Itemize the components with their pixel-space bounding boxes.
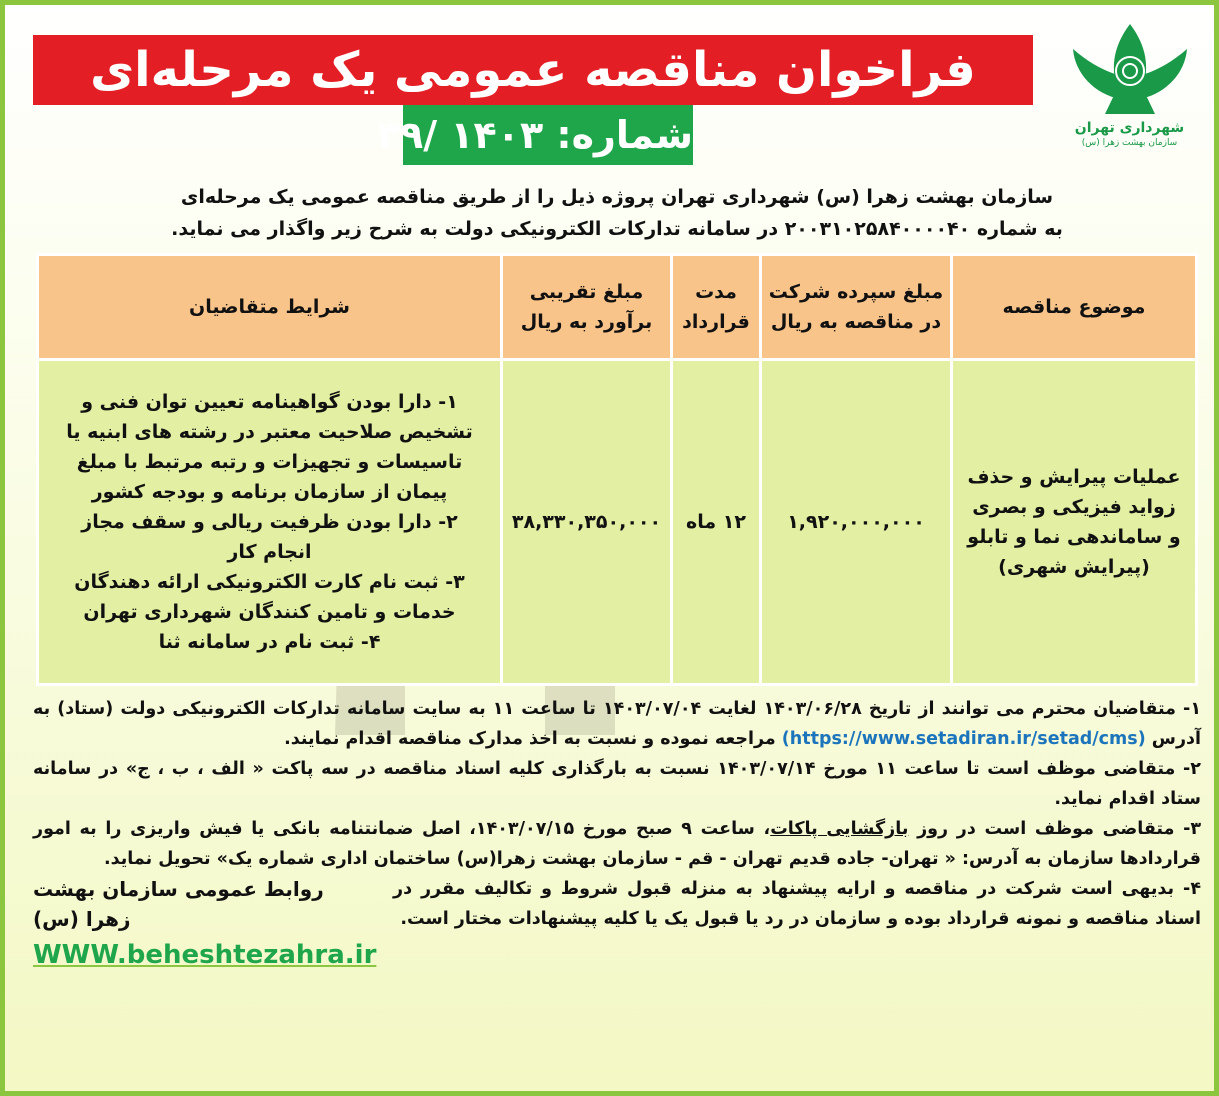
header-estimate: مبلغ تقریبی برآورد به ریال xyxy=(502,255,672,360)
header-subject: موضوع مناقصه xyxy=(952,255,1197,360)
announcement-title: فراخوان مناقصه عمومی یک مرحله‌ای xyxy=(33,35,1033,105)
signature-block xyxy=(33,874,377,972)
logo-subtext: سازمان بهشت زهرا (س) xyxy=(1081,138,1178,148)
header-duration: مدت قرارداد xyxy=(672,255,761,360)
condition-item: ۲- دارا بودن ظرفیت ریالی و سقف مجاز انجام کار xyxy=(81,511,458,563)
notes-section xyxy=(33,694,1201,972)
table-row xyxy=(38,360,1197,685)
note-1-text-end: مراجعه نموده و نسبت به اخذ مدارک مناقصه اقدام نمایند. xyxy=(284,729,776,749)
tehran-municipality-logo xyxy=(1057,19,1202,175)
table-header-row xyxy=(38,255,1197,360)
website-link[interactable]: WWW.beheshtezahra.ir xyxy=(33,940,377,970)
note-1 xyxy=(33,694,1201,754)
note-3-text-end: ، ساعت ۹ صبح مورخ ۱۴۰۳/۰۷/۱۵، اصل ضمانتنامه بانکی یا فیش واریزی را به امور قراردادها سازمان به آدرس: « تهران- جاده قدیم تهران - قم - سازمان بهشت زهرا(س) ساختمان اداری شماره یک» تحویل نماید. xyxy=(33,819,1201,869)
cell-conditions xyxy=(38,360,502,685)
cell-subject: عملیات پیرایش و حذف زواید فیزیکی و بصری و ساماندهی نما و تابلو (پیرایش شهری) xyxy=(952,360,1197,685)
signature: روابط عمومی سازمان بهشت زهرا (س) xyxy=(33,877,324,931)
header-deposit: مبلغ سپرده شرکت در مناقصه به ریال xyxy=(761,255,952,360)
condition-item: ۴- ثبت نام در سامانه ثنا xyxy=(158,631,381,653)
note-1-text: ۱- متقاضیان محترم می توانند از تاریخ ۱۴۰۳/۰۶/۲۸ لغایت ۱۴۰۳/۰۷/۰۴ تا ساعت ۱۱ به سایت سامانه تدارکات الکترونیکی دولت (ستاد) به آدرس xyxy=(33,699,1201,749)
tender-number-badge: شماره: ۱۴۰۳ /۳۹ xyxy=(403,105,693,165)
intro-line-1: سازمان بهشت زهرا (س) شهرداری تهران پروژه ذیل را از طریق مناقصه عمومی یک مرحله‌ای xyxy=(180,186,1054,208)
condition-item: ۳- ثبت نام کارت الکترونیکی ارائه دهندگان خدمات و تامین کنندگان شهرداری تهران xyxy=(74,571,465,623)
cell-estimate: ۳۸,۳۳۰,۳۵۰,۰۰۰ xyxy=(502,360,672,685)
tulip-logo-icon xyxy=(1065,19,1195,119)
cell-duration: ۱۲ ماه xyxy=(672,360,761,685)
tender-table xyxy=(36,253,1198,686)
condition-item: ۱- دارا بودن گواهینامه تعیین توان فنی و تشخیص صلاحیت معتبر در رشته های ابنیه یا تاسیسات و تجهیزات و رتبه مرتبط با مبلغ پیمان از سازمان برنامه و بودجه کشور xyxy=(66,391,473,503)
header-conditions: شرایط متقاضیان xyxy=(38,255,502,360)
logo-text: شهرداری تهران xyxy=(1074,120,1185,136)
note-3-text: ۳- متقاضی موظف است در روز xyxy=(917,819,1202,839)
note-4: ۴- بدیهی است شرکت در مناقصه و ارایه پیشنهاد به منزله قبول شروط و تکالیف مقرر در اسناد مناقصه و نمونه قرارداد بوده و سازمان در رد یا قبول یک یا کلیه پیشنهادات مختار است. xyxy=(393,879,1201,929)
closing-row xyxy=(33,874,1201,972)
note-3 xyxy=(33,814,1201,874)
cell-deposit: ۱,۹۲۰,۰۰۰,۰۰۰ xyxy=(761,360,952,685)
intro-line-2: به شماره ۲۰۰۳۱۰۲۵۸۴۰۰۰۰۴۰ در سامانه تدارکات الکترونیکی دولت به شرح زیر واگذار می نماید. xyxy=(171,218,1063,240)
intro-text xyxy=(33,181,1201,245)
setad-link[interactable]: (https://www.setadiran.ir/setad/cms) xyxy=(781,729,1146,749)
note-3-underlined: بازگشایی پاکات xyxy=(770,819,909,839)
note-2: ۲- متقاضی موظف است تا ساعت ۱۱ مورخ ۱۴۰۳/۰۷/۱۴ نسبت به بارگذاری کلیه اسناد مناقصه در سه پاکت « الف ، ب ، ج» در سامانه ستاد اقدام نماید. xyxy=(33,759,1201,809)
content-flow xyxy=(33,181,1201,972)
